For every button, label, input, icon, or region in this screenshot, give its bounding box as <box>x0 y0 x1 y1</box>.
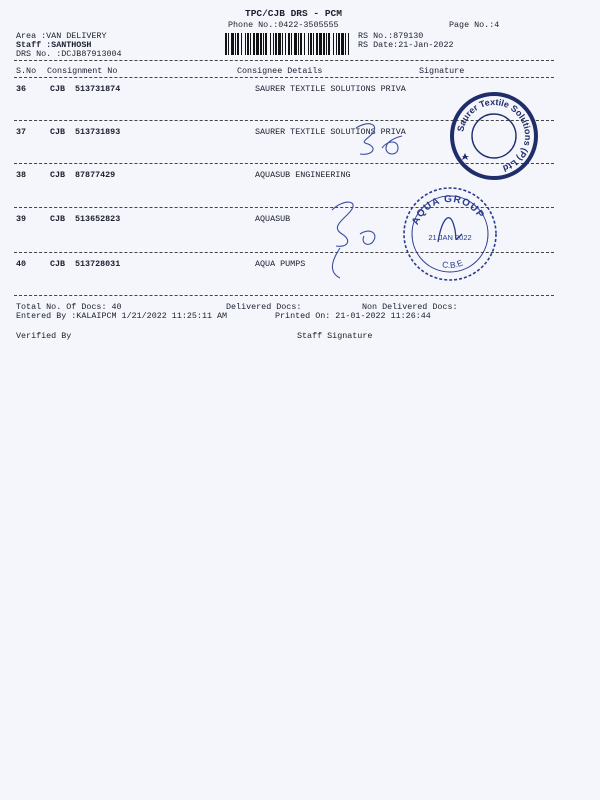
aqua-stamp-bottom-text: C.B.E <box>441 257 465 271</box>
row-37-consignee: SAURER TEXTILE SOLUTIONS PRIVA <box>255 127 406 137</box>
row-39-consignment: 513652823 <box>75 214 121 224</box>
handwritten-signature-saurer <box>350 118 410 160</box>
row-36-sno: 36 <box>16 84 27 94</box>
row-36-consignee: SAURER TEXTILE SOLUTIONS PRIVA <box>255 84 406 94</box>
page-number: Page No.:4 <box>449 20 500 30</box>
staff-signature: Staff Signature <box>297 331 373 341</box>
row-39-prefix: CJB <box>50 214 66 224</box>
doc-title: TPC/CJB DRS - PCM <box>245 8 342 19</box>
col-consignment: Consignment No <box>47 66 118 76</box>
delivered-docs: Delivered Docs: <box>226 302 302 312</box>
saurer-stamp-text: Saurer Textile Solutions (P) Ltd <box>455 96 534 174</box>
col-consignee: Consignee Details <box>237 66 323 76</box>
row-37-sno: 37 <box>16 127 27 137</box>
staff-label: Staff :SANTHOSH <box>16 40 92 50</box>
row-40-consignment: 513728031 <box>75 259 121 269</box>
col-signature: Signature <box>419 66 465 76</box>
printed-on: Printed On: 21-01-2022 11:26:44 <box>275 311 431 321</box>
row-40-sno: 40 <box>16 259 27 269</box>
divider <box>14 295 554 296</box>
area-label: Area :VAN DELIVERY <box>16 31 107 41</box>
total-docs: Total No. Of Docs: 40 <box>16 302 122 312</box>
aqua-stamp-date: 21 JAN 2022 <box>428 233 472 242</box>
row-38-consignee: AQUASUB ENGINEERING <box>255 170 351 180</box>
rs-date: RS Date:21-Jan-2022 <box>358 40 454 50</box>
row-37-prefix: CJB <box>50 127 66 137</box>
barcode <box>225 33 351 55</box>
handwritten-signature-aquasub <box>318 188 398 288</box>
row-38-consignment: 87877429 <box>75 170 116 180</box>
svg-text:C.B.E <box>441 257 464 270</box>
row-36-prefix: CJB <box>50 84 66 94</box>
aqua-group-stamp <box>398 182 502 286</box>
saurer-company-stamp <box>446 88 542 184</box>
divider <box>14 77 554 78</box>
row-40-consignee: AQUA PUMPS <box>255 259 306 269</box>
drs-number: DRS No. :DCJB87913004 <box>16 49 122 59</box>
verified-by: Verified By <box>16 331 72 341</box>
row-38-prefix: CJB <box>50 170 66 180</box>
col-sno: S.No <box>16 66 37 76</box>
svg-text:Saurer Textile Solutions (P) L <box>455 97 533 174</box>
rs-number: RS No.:879130 <box>358 31 424 41</box>
row-39-consignee: AQUASUB <box>255 214 291 224</box>
aqua-stamp-top-text: AQUA GROUP <box>410 193 487 227</box>
divider <box>14 60 554 61</box>
row-36-consignment: 513731874 <box>75 84 121 94</box>
non-delivered-docs: Non Delivered Docs: <box>362 302 458 312</box>
phone-number: Phone No.:0422-3505555 <box>228 20 339 30</box>
row-40-prefix: CJB <box>50 259 66 269</box>
row-37-consignment: 513731893 <box>75 127 121 137</box>
entered-by: Entered By :KALAIPCM 1/21/2022 11:25:11 AM <box>16 311 228 321</box>
row-39-sno: 39 <box>16 214 27 224</box>
row-38-sno: 38 <box>16 170 27 180</box>
